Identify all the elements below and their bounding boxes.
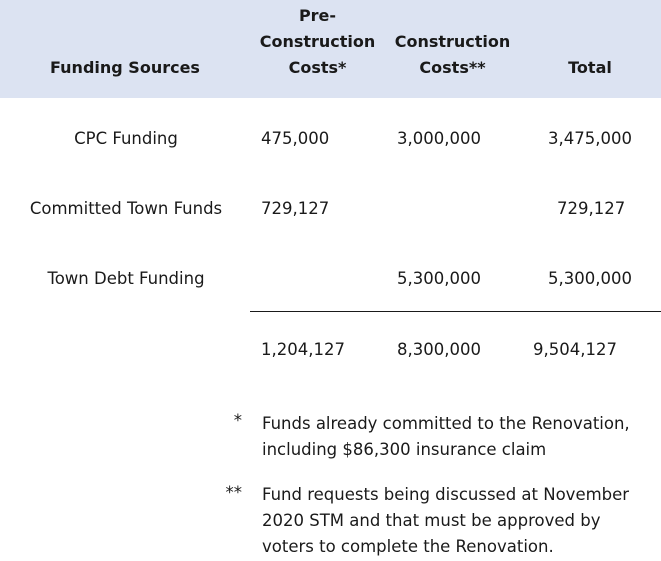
header-pre-line3: Costs* [288, 58, 347, 77]
footnote-single-line2: including $86,300 insurance claim [262, 440, 547, 459]
header-construction-costs [385, 29, 520, 81]
totals-divider [250, 311, 661, 312]
row-debt-total: 5,300,000 [548, 269, 632, 288]
total-construction: 8,300,000 [397, 340, 481, 359]
header-pre-construction-costs [250, 3, 385, 81]
footnote-double-text [262, 482, 657, 560]
row-cpc-total: 3,475,000 [548, 129, 632, 148]
header-construction-line2: Costs** [419, 58, 486, 77]
header-total: Total [568, 58, 612, 77]
footnote-double-line2: 2020 STM and that must be approved by [262, 511, 601, 530]
header-pre-line2: Construction [259, 32, 376, 51]
table-header [0, 0, 661, 98]
row-label-town-debt-funding: Town Debt Funding [47, 269, 205, 288]
footnote-mark-single: * [233, 411, 242, 430]
row-label-cpc-funding: CPC Funding [74, 129, 178, 148]
header-construction-line1: Construction [394, 32, 511, 51]
footnote-single-line1: Funds already committed to the Renovation, [262, 414, 630, 433]
footnote-mark-double: ** [225, 483, 242, 502]
row-committed-total: 729,127 [557, 199, 626, 218]
footnote-double-line1: Fund requests being discussed at November [262, 485, 630, 504]
row-label-committed-town-funds: Committed Town Funds [29, 199, 223, 218]
total-total: 9,504,127 [533, 340, 617, 359]
total-pre: 1,204,127 [261, 340, 345, 359]
footnote-single-text [262, 411, 657, 463]
row-committed-pre: 729,127 [261, 199, 330, 218]
row-debt-construction: 5,300,000 [397, 269, 481, 288]
header-funding-sources: Funding Sources [50, 58, 200, 77]
row-cpc-construction: 3,000,000 [397, 129, 481, 148]
row-cpc-pre: 475,000 [261, 129, 330, 148]
footnote-double-line3: voters to complete the Renovation. [262, 537, 554, 556]
header-pre-line1: Pre- [298, 6, 337, 25]
